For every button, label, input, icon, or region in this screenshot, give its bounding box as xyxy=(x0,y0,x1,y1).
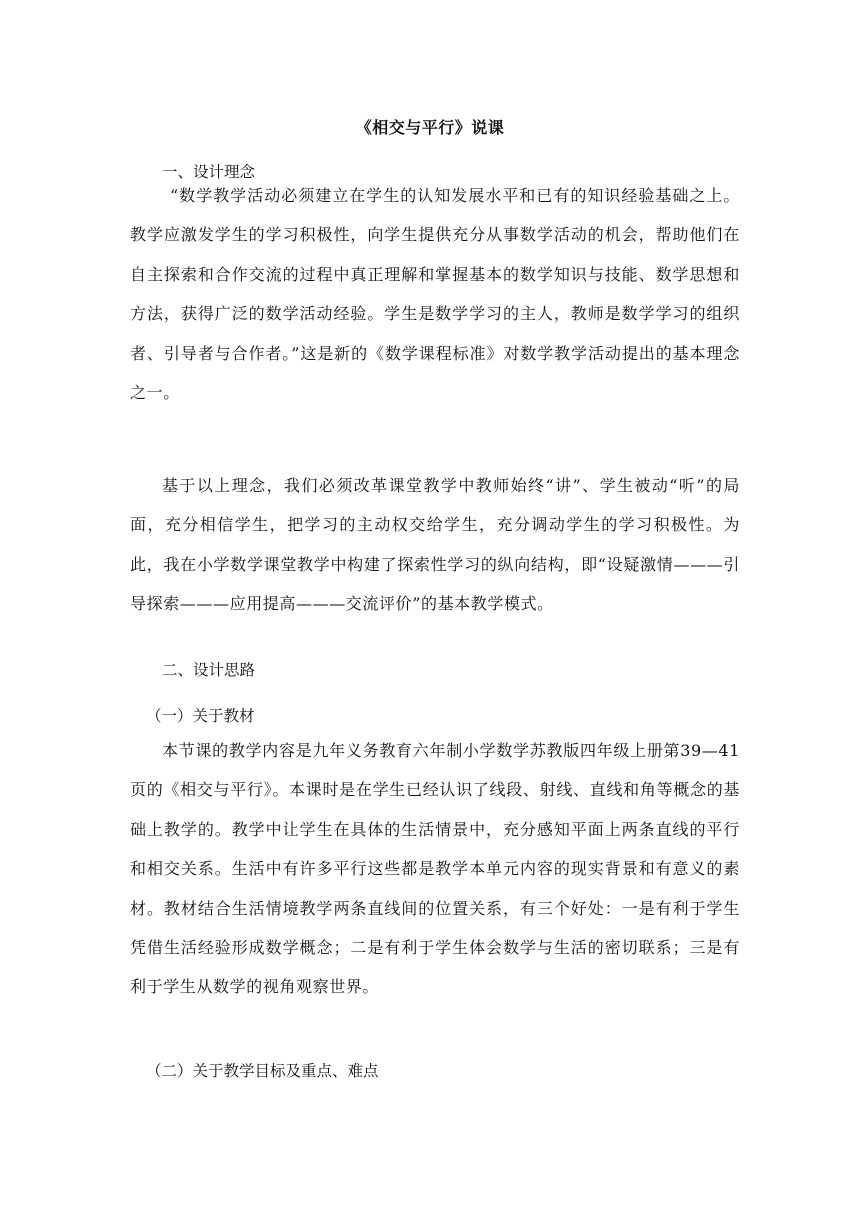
paragraph-textbook: 本节课的教学内容是九年义务教育六年制小学数学苏教版四年级上册第39—41页的《相交与平行》。本课时是在学生已经认识了线段、射线、直线和角等概念的基础上教学的。教学中让学生在具体的生活情景中，充分感知平面上两条直线的平行和相交关系。生活中有许多平行这些都是教学本单元内容的现实背景和有意义的素材。教材结合生活情境教学两条直线间的位置关系，有三个好处：一是有利于学生凭借生活经验形成数学概念；二是有利于学生体会数学与生活的密切联系；三是有利于学生从数学的视角观察世界。 xyxy=(130,741,740,997)
subsection-heading-objectives: （二）关于教学目标及重点、难点 xyxy=(146,1062,379,1080)
paragraph-concept-quote: “数学教学活动必须建立在学生的认知发展水平和已有的知识经验基础之上。教学应激发学生的学习积极性，向学生提供充分从事数学活动的机会，帮助他们在自主探索和合作交流的过程中真正理解和掌握基本的数学知识与技能、数学思想和方法，获得广泛的数学活动经验。学生是数学学习的主人，教师是数学学习的组织者、引导者与合作者。”这是新的《数学课程标准》对数学教学活动提出的基本理念之一。 xyxy=(130,186,740,403)
section-heading-design-concept: 一、设计理念 xyxy=(162,163,256,181)
subsection-heading-textbook: （一）关于教材 xyxy=(146,707,255,725)
section-heading-design-approach: 二、设计思路 xyxy=(162,661,256,679)
document-title: 《相交与平行》说课 xyxy=(355,118,505,137)
paragraph-concept-reform: 基于以上理念，我们必须改革课堂教学中教师始终“讲”、学生被动“听”的局面，充分相信学生，把学习的主动权交给学生，充分调动学生的学习积极性。为此，我在小学数学课堂教学中构建了探索性学习的纵向结构，即“设疑激情———引导探索———应用提高———交流评价”的基本教学模式。 xyxy=(130,476,740,614)
